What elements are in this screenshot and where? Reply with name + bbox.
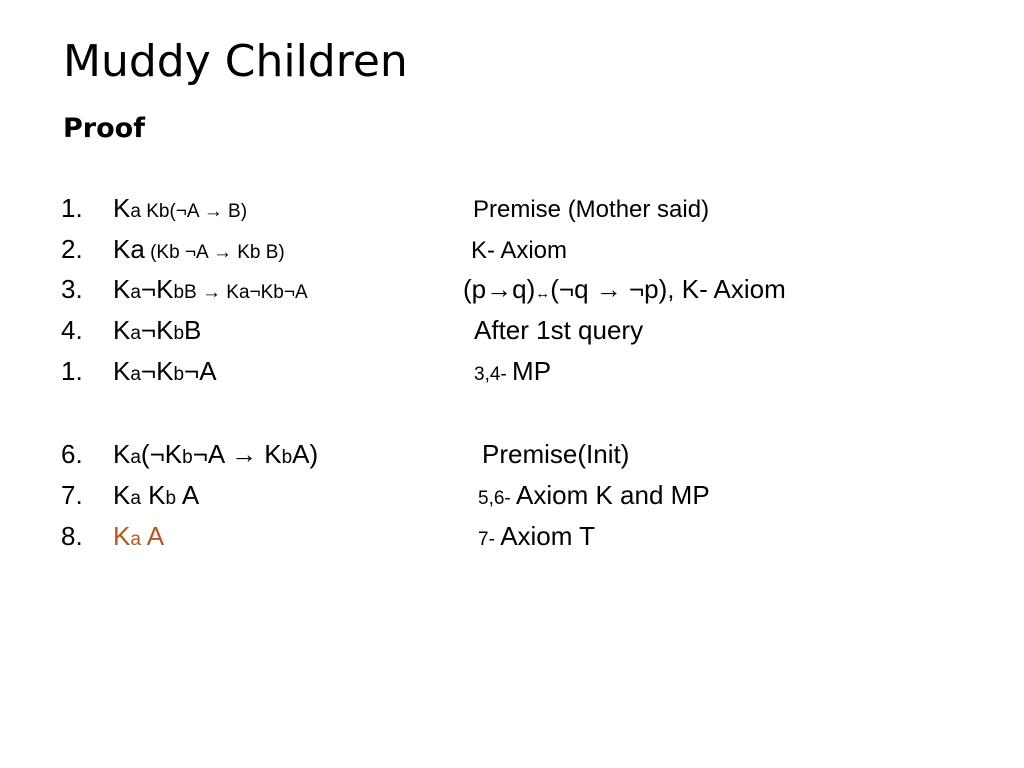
step-formula: Ka¬KbB → Ka¬Kb¬A [113, 274, 308, 304]
step-formula: Ka¬Kb¬A [113, 356, 217, 386]
step-number: 7. [61, 480, 83, 510]
slide-subtitle: Proof [63, 113, 145, 144]
step-formula: Ka (Kb ¬A → Kb B) [113, 234, 285, 264]
step-justification: 3,4- MP [474, 356, 552, 386]
step-justification: 7- Axiom T [478, 521, 596, 551]
slide-title: Muddy Children [63, 36, 408, 87]
step-number: 6. [61, 439, 83, 469]
step-formula: Ka Kb A [113, 480, 200, 510]
step-number: 3. [61, 274, 83, 304]
step-justification: Premise (Mother said) [473, 196, 710, 223]
step-number: 2. [61, 234, 83, 264]
step-number: 4. [61, 315, 83, 345]
step-number: 1. [61, 356, 83, 386]
step-justification: 5,6- Axiom K and MP [478, 480, 710, 510]
step-justification: (p→q)↔(¬q → ¬p), K- Axiom [463, 274, 786, 304]
step-formula: Ka Kb(¬A → B) [113, 193, 248, 223]
step-formula: Ka¬KbB [113, 315, 202, 345]
step-justification: After 1st query [474, 315, 644, 345]
step-justification: K- Axiom [471, 237, 568, 264]
step-justification: Premise(Init) [482, 439, 630, 469]
step-formula-conclusion: Ka A [113, 521, 165, 551]
step-formula: Ka(¬Kb¬A → KbA) [113, 439, 319, 469]
step-number: 1. [61, 193, 83, 223]
step-number: 8. [61, 521, 83, 551]
